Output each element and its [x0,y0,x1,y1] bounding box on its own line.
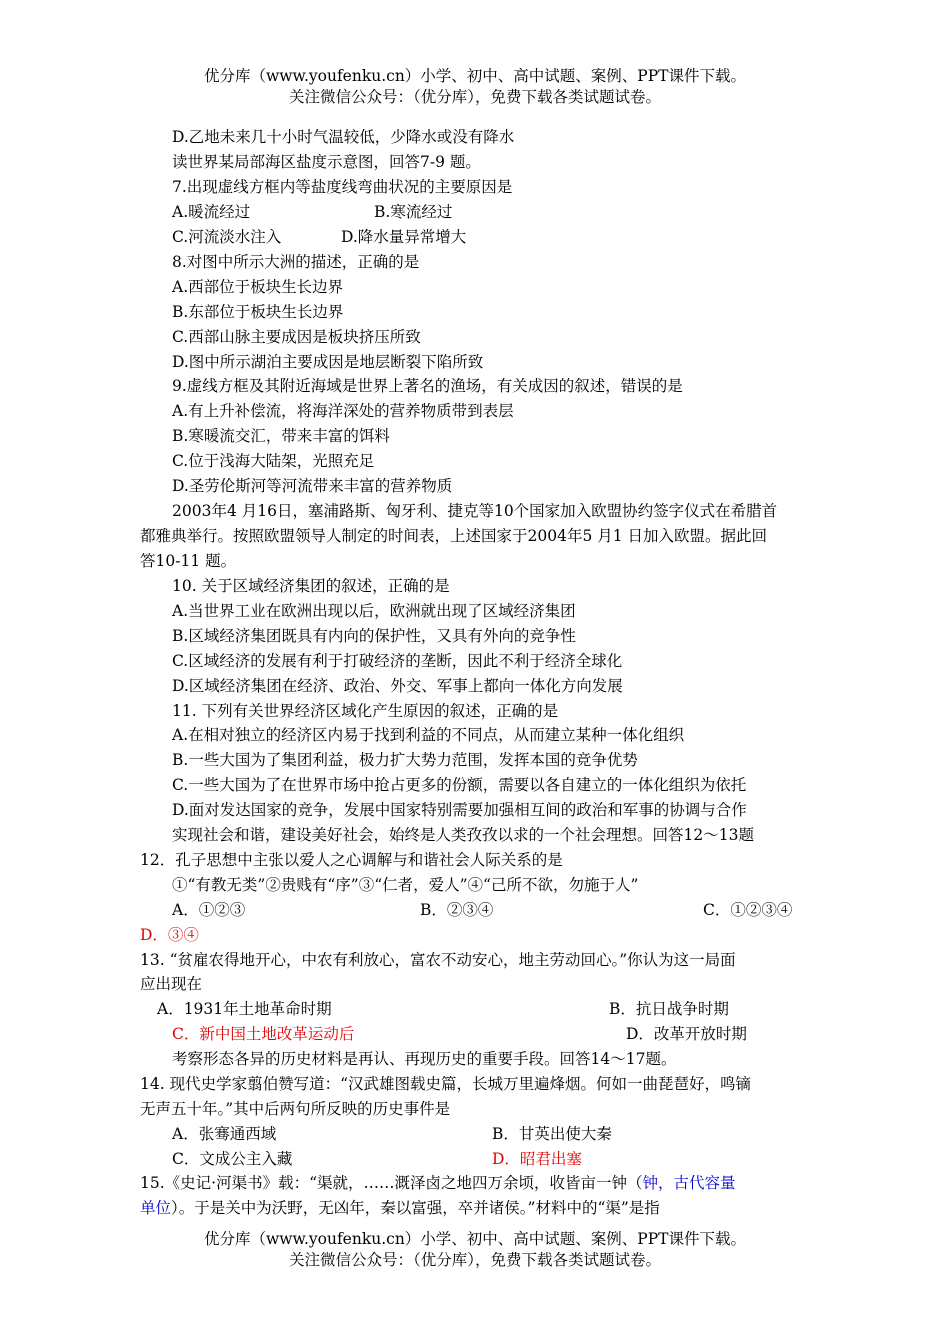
question-8: 8.对图中所示大洲的描述，正确的是 [172,253,420,271]
annotation-note: 单位 [140,1199,172,1217]
option-a: A.在相对独立的经济区内易于找到利益的不同点，从而建立某种一体化组织 [172,726,685,744]
question-9: 9.虚线方框及其附近海域是世界上著名的渔场，有关成因的叙述，错误的是 [172,377,683,395]
question-10: 10. 关于区域经济集团的叙述，正确的是 [172,577,450,595]
header-line-2: 关注微信公众号：（优分库），免费下载各类试题试卷。 [288,88,661,106]
option-a: A.有上升补偿流，将海洋深处的营养物质带到表层 [172,402,514,420]
question-15-text: ）。于是关中为沃野，无凶年，秦以富强，卒并诸侯。”材料中的“渠”是指 [171,1199,660,1217]
question-13: 13. “贫雇农得地开心，中农有利放心，富农不动安心，地主劳动回心。”你认为这一局面 [140,951,736,969]
passage-line: 答10-11 题。 [140,552,237,570]
option-c: C．文成公主入藏 [172,1150,293,1168]
passage-line: 都雅典举行。按照欧盟领导人制定的时间表，上述国家于2004年5 月1 日加入欧盟。据此回 [140,527,768,545]
option-b: B.寒暖流交汇，带来丰富的饵料 [172,427,390,445]
option-d: D.图中所示湖泊主要成因是地层断裂下陷所致 [172,353,484,371]
option-b: B.区域经济集团既具有内向的保护性，又具有外向的竞争性 [172,627,576,645]
question-14: 14. 现代史学家翦伯赞写道：“汉武雄图载史篇，长城万里遍烽烟。何如一曲琵琶好，鸣镝 [140,1075,752,1093]
option-b: B.一些大国为了集团利益，极力扩大势力范围，发挥本国的竞争优势 [172,751,638,769]
question-statements: ①“有教无类”②贵贱有“序”③“仁者，爱人”④“己所不欲，勿施于人” [172,876,639,894]
option-d-answer: D．昭君出塞 [492,1150,582,1168]
option-b: B．②③④ [420,901,494,919]
question-7: 7.出现虚线方框内等盐度线弯曲状况的主要原因是 [172,178,513,196]
footer-line-2: 关注微信公众号：（优分库），免费下载各类试题试卷。 [288,1251,661,1269]
option-d: D.圣劳伦斯河等河流带来丰富的营养物质 [172,477,453,495]
option-d-answer: D．③④ [140,926,199,944]
option-d: D.降水量异常增大 [341,228,467,246]
text-line: 读世界某局部海区盐度示意图，回答7-9 题。 [172,153,481,171]
question-15 [140,1173,736,1193]
header-line-1: 优分库（www.youfenku.cn）小学、初中、高中试题、案例、PPT课件下载。 [203,67,747,85]
option-b: B．甘英出使大秦 [492,1125,612,1143]
option-a: A．张骞通西域 [172,1125,277,1143]
option-a: A．①②③ [172,901,246,919]
option-c: C.西部山脉主要成因是板块挤压所致 [172,328,421,346]
question-12: 12．孔子思想中主张以爱人之心调解与和谐社会人际关系的是 [140,851,563,869]
annotation-note: 钟，古代容量 [642,1174,736,1192]
option-c: C.一些大国为了在世界市场中抢占更多的份额，需要以各自建立的一体化组织为依托 [172,776,747,794]
footer-line-1: 优分库（www.youfenku.cn）小学、初中、高中试题、案例、PPT课件下载。 [203,1230,747,1248]
passage-line: 实现社会和谐，建设美好社会，始终是人类孜孜以求的一个社会理想。回答12～13题 [172,826,754,844]
option-b: B.东部位于板块生长边界 [172,303,344,321]
option-b: B.寒流经过 [374,203,453,221]
option-c: C.河流淡水注入 [172,228,282,246]
passage-line: 2003年4 月16日，塞浦路斯、匈牙利、捷克等10个国家加入欧盟协约签字仪式在希腊首 [172,502,778,520]
option-d: D.区域经济集团在经济、政治、外交、军事上都向一体化方向发展 [172,677,623,695]
option-c-answer: C．新中国土地改革运动后 [172,1025,355,1043]
passage-line: 考察形态各异的历史材料是再认、再现历史的重要手段。回答14～17题。 [172,1050,677,1068]
option-c: C．①②③④ [703,901,793,919]
question-15-cont [140,1198,660,1218]
question-14-cont: 无声五十年。”其中后两句所反映的历史事件是 [140,1100,451,1118]
option-c: C.区域经济的发展有利于打破经济的垄断，因此不利于经济全球化 [172,652,623,670]
question-11: 11. 下列有关世界经济区域化产生原因的叙述，正确的是 [172,702,559,720]
option-a: A.暖流经过 [172,203,251,221]
option-a: A.西部位于板块生长边界 [172,278,344,296]
question-15-text: 15.《史记·河渠书》载：“渠就，……溉泽卤之地四万余顷，收皆亩一钟（ [140,1174,643,1192]
option-d: D．改革开放时期 [626,1025,747,1043]
option-b: B．抗日战争时期 [609,1000,729,1018]
question-13-cont: 应出现在 [140,975,203,993]
option-a: A．1931年土地革命时期 [157,1000,332,1018]
option-c: C.位于浅海大陆架，光照充足 [172,452,375,470]
option-d: D.面对发达国家的竞争，发展中国家特别需要加强相互间的政治和军事的协调与合作 [172,801,747,819]
option-a: A.当世界工业在欧洲出现以后，欧洲就出现了区域经济集团 [172,602,576,620]
text-line: D.乙地未来几十小时气温较低，少降水或没有降水 [172,128,515,146]
